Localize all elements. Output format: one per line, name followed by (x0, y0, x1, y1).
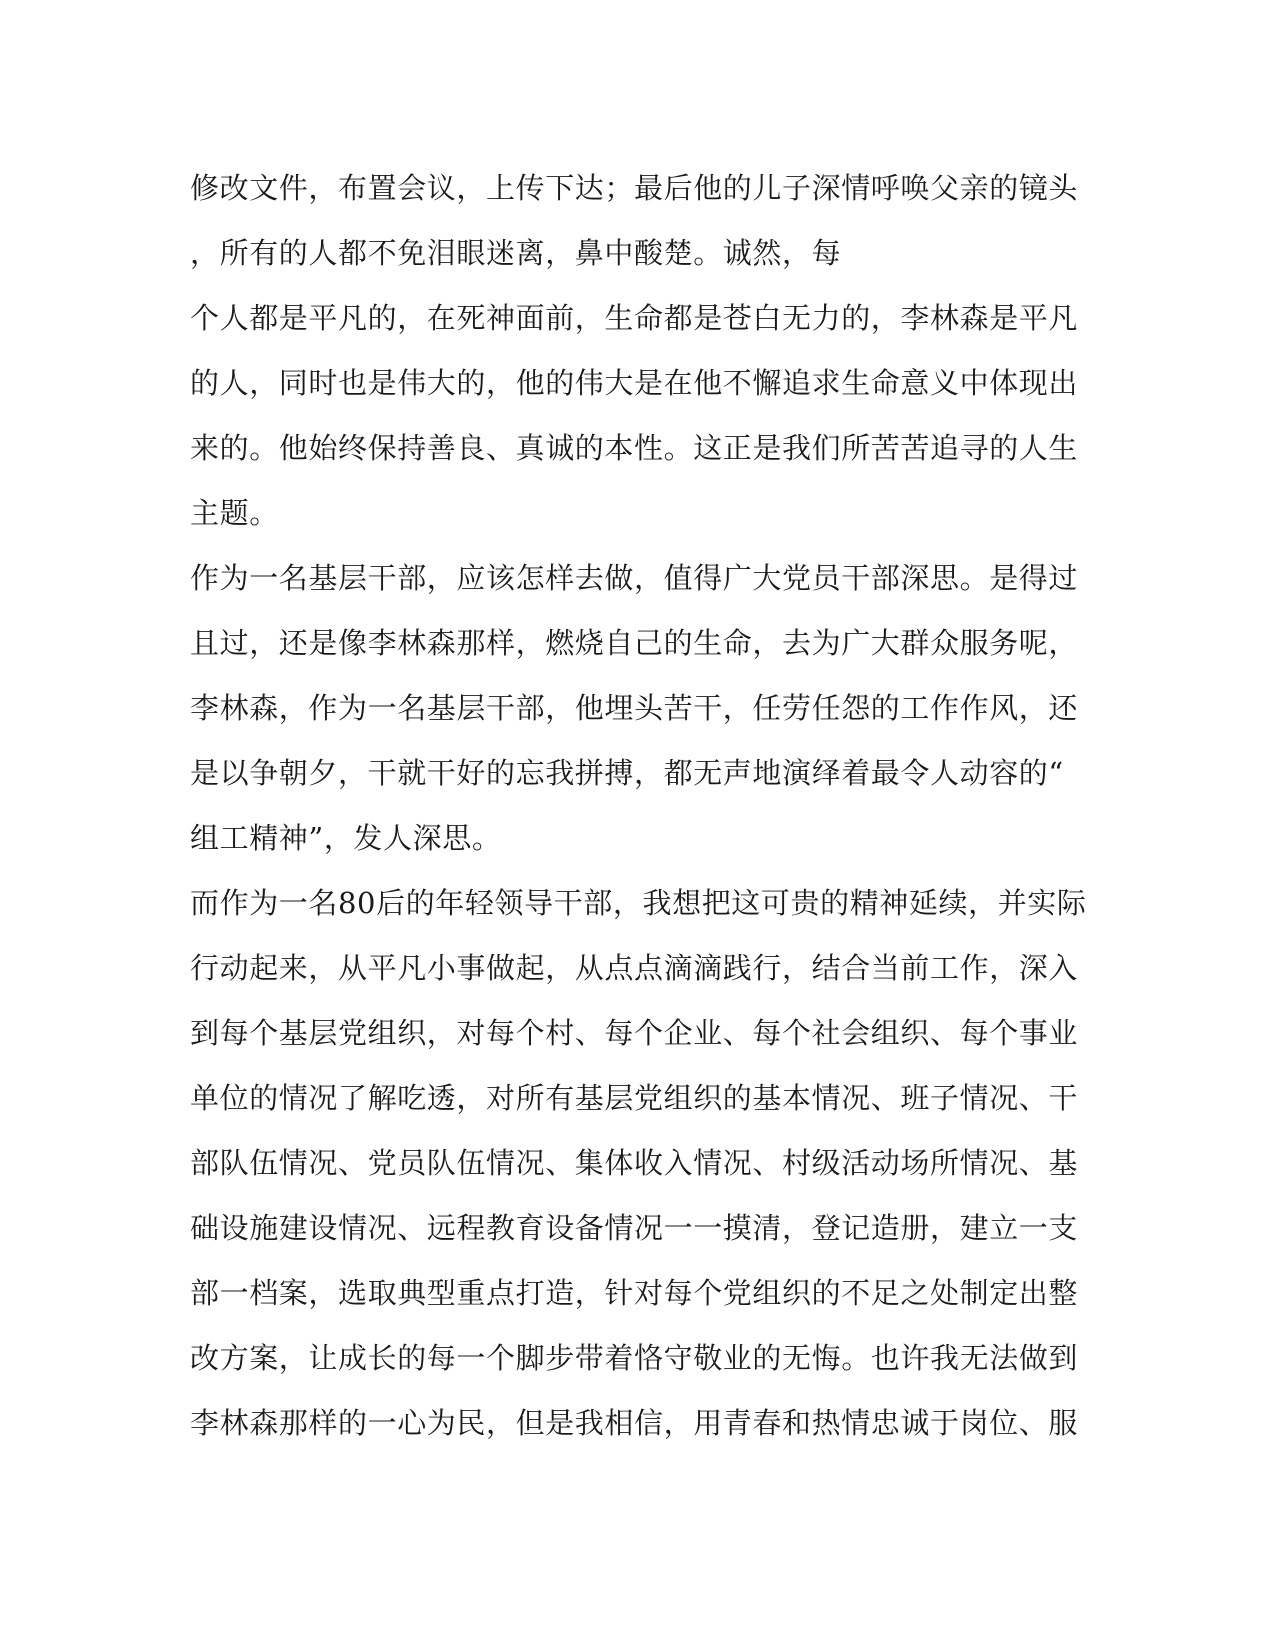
text-line: 改方案，让成长的每一个脚步带着恪守敬业的无悔。也许我无法做到 (190, 1341, 1079, 1375)
text-line: ，所有的人都不免泪眼迷离，鼻中酸楚。诚然，每 (190, 236, 842, 270)
text-line: 修改文件，布置会议，上传下达；最后他的儿子深情呼唤父亲的镜头 (190, 171, 1079, 205)
text-line: 作为一名基层干部，应该怎样去做，值得广大党员干部深思。是得过 (190, 561, 1079, 595)
body-text (190, 156, 1087, 1456)
text-line: 部队伍情况、党员队伍情况、集体收入情况、村级活动场所情况、基 (190, 1146, 1079, 1180)
text-line: 主题。 (190, 496, 279, 530)
text-line: 且过，还是像李林森那样，燃烧自己的生命，去为广大群众服务呢， (190, 626, 1079, 660)
text-line: 组工精神”，发人深思。 (190, 821, 502, 855)
text-line: 而作为一名80后的年轻领导干部，我想把这可贵的精神延续，并实际 (190, 886, 1087, 920)
text-line: 来的。他始终保持善良、真诚的本性。这正是我们所苦苦追寻的人生 (190, 431, 1079, 465)
text-line: 到每个基层党组织，对每个村、每个企业、每个社会组织、每个事业 (190, 1016, 1079, 1050)
text-line: 单位的情况了解吃透，对所有基层党组织的基本情况、班子情况、干 (190, 1081, 1079, 1115)
text-line: 李林森那样的一心为民，但是我相信，用青春和热情忠诚于岗位、服 (190, 1406, 1079, 1440)
text-line: 行动起来，从平凡小事做起，从点点滴滴践行，结合当前工作，深入 (190, 951, 1079, 985)
text-line: 础设施建设情况、远程教育设备情况一一摸清，登记造册，建立一支 (190, 1211, 1079, 1245)
text-line: 个人都是平凡的，在死神面前，生命都是苍白无力的，李林森是平凡 (190, 301, 1079, 335)
text-line: 李林森，作为一名基层干部，他埋头苦干，任劳任怨的工作作风，还 (190, 691, 1079, 725)
text-line: 的人，同时也是伟大的，他的伟大是在他不懈追求生命意义中体现出 (190, 366, 1079, 400)
text-line: 部一档案，选取典型重点打造，针对每个党组织的不足之处制定出整 (190, 1276, 1079, 1310)
text-line: 是以争朝夕，干就干好的忘我拼搏，都无声地演绎着最令人动容的“ (190, 756, 1064, 790)
